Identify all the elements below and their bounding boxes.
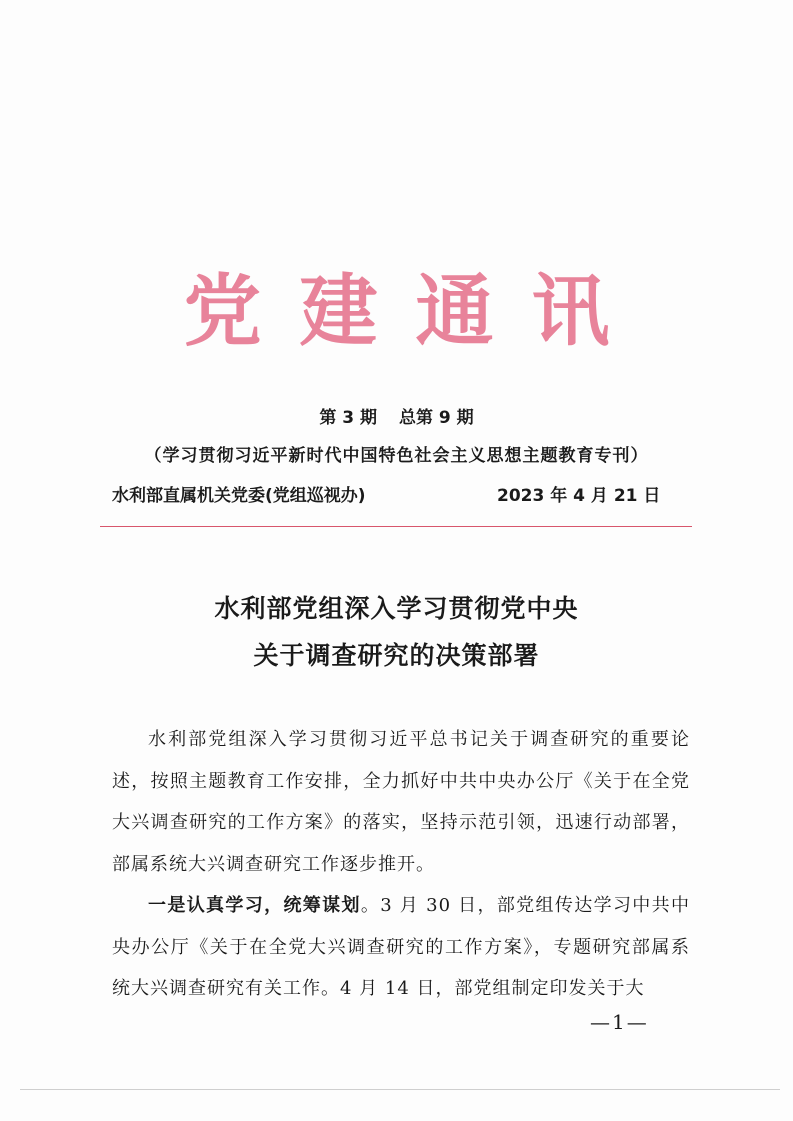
paragraph-body-text: 。3 月 30 日，部党组传达学习中共中央办公厅《关于在全党大兴调查研究的工作方案》，专题研究部属系统大兴调查研究有关工作。4 月 14 日，部党组制定印发关于大 [112, 895, 690, 999]
issue-date: 2023 年 4 月 21 日 [497, 486, 661, 506]
masthead-divider [100, 526, 692, 527]
article-body [112, 719, 690, 1010]
issuing-organization: 水利部直属机关党委(党组巡视办) [112, 486, 366, 506]
total-issue-number: 总第 9 期 [398, 408, 474, 428]
masthead-title: 党建通讯 [183, 266, 648, 357]
scan-edge-line [20, 1089, 780, 1090]
page-number: —1— [590, 1010, 649, 1034]
special-edition-subtitle: （学习贯彻习近平新时代中国特色社会主义思想主题教育专刊） [144, 446, 649, 466]
paragraph-study-planning [112, 885, 690, 1010]
paragraph-intro: 水利部党组深入学习贯彻习近平总书记关于调查研究的重要论述，按照主题教育工作安排，全力抓好中共中央办公厅《关于在全党大兴调查研究的工作方案》的落实，坚持示范引领，迅速行动部署，部属系统大兴调查研究工作逐步推开。 [112, 729, 690, 875]
issue-number: 第 3 期 [319, 408, 378, 428]
article-title-line-2: 关于调查研究的决策部署 [253, 641, 540, 670]
paragraph-lead-heading: 一是认真学习，统筹谋划 [148, 895, 361, 916]
issue-line [0, 406, 793, 430]
article-title-line-1: 水利部党组深入学习贯彻党中央 [214, 594, 579, 623]
